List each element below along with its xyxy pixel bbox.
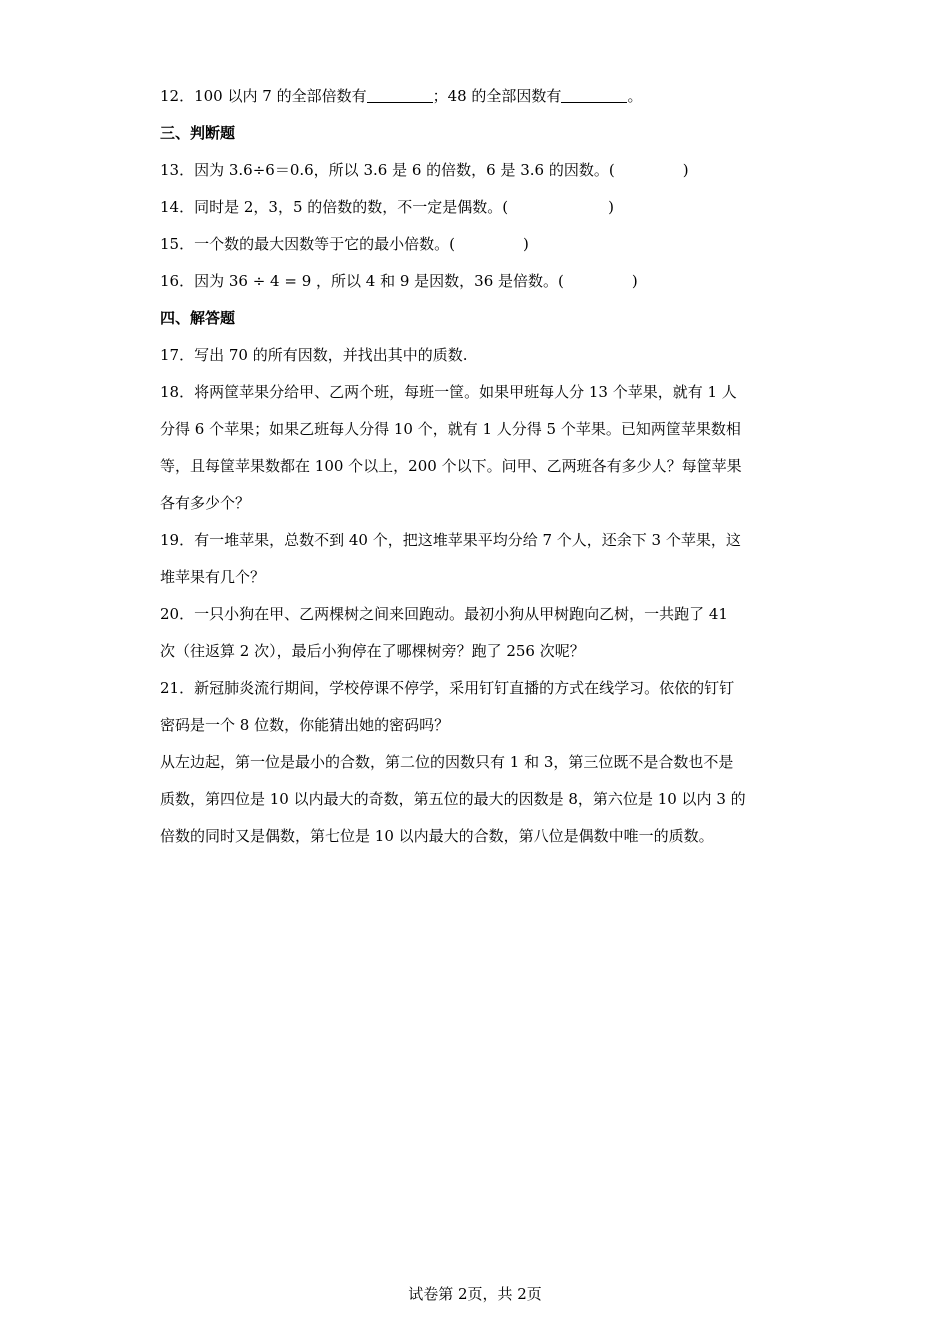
question-19-line: 堆苹果有几个？ [160, 568, 266, 586]
answer-blank-2[interactable] [561, 87, 627, 103]
question-15-text: 15．一个数的最大因数等于它的最小倍数。( [160, 235, 455, 253]
section-heading-judgement: 三、判断题 [160, 124, 236, 142]
question-13-text: 13．因为 3.6÷6＝0.6，所以 3.6 是 6 的倍数，6 是 3.6 的因数。( [160, 161, 615, 179]
close-paren: ) [522, 235, 529, 253]
question-16 [160, 263, 800, 300]
question-12-end: 。 [627, 87, 643, 105]
exam-page [160, 78, 800, 855]
page-footer: 试卷第 2页，共 2页 [408, 1285, 542, 1303]
question-15 [160, 226, 800, 263]
question-18-line: 各有多少个？ [160, 494, 251, 512]
close-paren: ) [631, 272, 638, 290]
question-21-line: 21．新冠肺炎流行期间，学校停课不停学，采用钉钉直播的方式在线学习。依依的钉钉 [160, 679, 735, 697]
question-20-line: 20．一只小狗在甲、乙两棵树之间来回跑动。最初小狗从甲树跑向乙树，一共跑了 41 [160, 605, 728, 623]
close-paren: ) [682, 161, 689, 179]
question-12-text-2: ；48 的全部因数有 [432, 87, 562, 105]
question-20-line: 次（往返算 2 次），最后小狗停在了哪棵树旁？跑了 256 次呢？ [160, 642, 585, 660]
question-17: 17．写出 70 的所有因数，并找出其中的质数. [160, 346, 468, 364]
question-21-line: 从左边起，第一位是最小的合数，第二位的因数只有 1 和 3，第三位既不是合数也不是 [160, 753, 734, 771]
question-18-line: 分得 6 个苹果；如果乙班每人分得 10 个，就有 1 人分得 5 个苹果。已知两筐苹果数相 [160, 420, 741, 438]
question-16-text: 16．因为 36 ÷ 4 = 9 ，所以 4 和 9 是因数，36 是倍数。( [160, 272, 564, 290]
question-21-line: 质数，第四位是 10 以内最大的奇数，第五位的最大的因数是 8，第六位是 10 以内 3 的 [160, 790, 746, 808]
question-14 [160, 189, 800, 226]
close-paren: ) [608, 198, 614, 216]
question-12 [160, 78, 800, 115]
question-13 [160, 152, 800, 189]
answer-blank[interactable] [367, 87, 433, 103]
question-19-line: 19．有一堆苹果，总数不到 40 个，把这堆苹果平均分给 7 个人，还余下 3 个苹果，这 [160, 531, 741, 549]
section-heading-solutions: 四、解答题 [160, 309, 236, 327]
question-14-text: 14．同时是 2，3，5 的倍数的数，不一定是偶数。( [160, 198, 509, 216]
question-12-text: 12．100 以内 7 的全部倍数有 [160, 87, 367, 105]
question-21-line: 密码是一个 8 位数，你能猜出她的密码吗？ [160, 716, 450, 734]
question-18-line: 等，且每筐苹果数都在 100 个以上，200 个以下。问甲、乙两班各有多少人？每筐苹果 [160, 457, 742, 475]
question-18-line: 18．将两筐苹果分给甲、乙两个班，每班一筐。如果甲班每人分 13 个苹果，就有 1 人 [160, 383, 737, 401]
question-21-line: 倍数的同时又是偶数，第七位是 10 以内最大的合数，第八位是偶数中唯一的质数。 [160, 827, 714, 845]
